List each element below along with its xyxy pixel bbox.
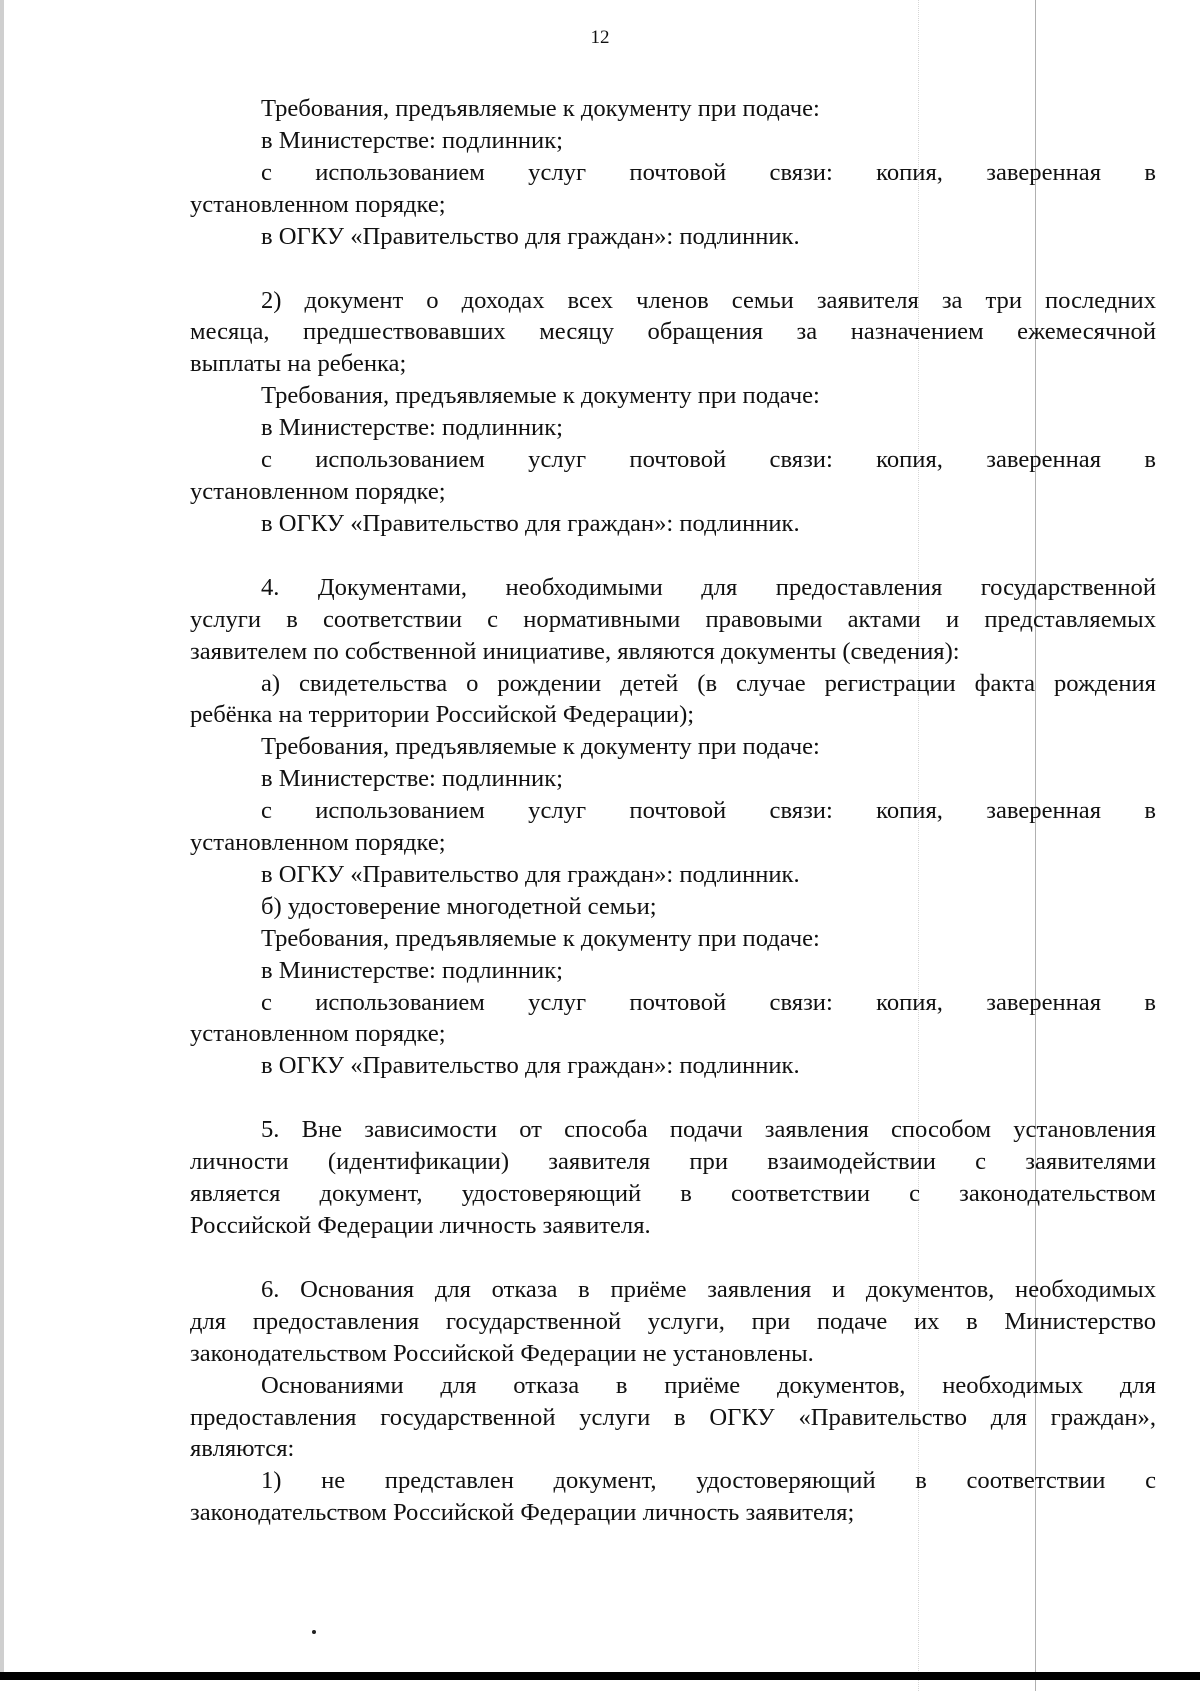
text-line: установленном порядке; [190, 190, 446, 218]
text-line: услуги в соответствии с нормативными правовыми актами и представляемых [190, 605, 1156, 633]
text-line: Требования, предъявляемые к документу при подаче: [261, 382, 820, 410]
text-line: является документ, удостоверяющий в соответствии с законодательством [190, 1180, 1156, 1208]
text-line: заявителем по собственной инициативе, являются документы (сведения): [190, 637, 960, 665]
paragraph-gap [190, 540, 1156, 572]
text-line: законодательством Российской Федерации личность заявителя; [190, 1499, 855, 1527]
text-line: личности (идентификации) заявителя при взаимодействии с заявителями [190, 1148, 1156, 1176]
text-line: с использованием услуг почтовой связи: копия, заверенная в [261, 797, 1156, 825]
text-line: месяца, предшествовавших месяцу обращения за назначением ежемесячной [190, 318, 1156, 346]
text-line: в ОГКУ «Правительство для граждан»: подлинник. [261, 222, 800, 250]
text-line: 4. Документами, необходимыми для предоставления государственной [261, 573, 1156, 601]
document-body [190, 93, 1156, 1529]
text-line: установленном порядке; [190, 1020, 446, 1048]
text-line: Требования, предъявляемые к документу при подаче: [261, 733, 820, 761]
text-line: Требования, предъявляемые к документу при подаче: [261, 95, 820, 122]
text-line: для предоставления государственной услуги, при подаче их в Министерство [190, 1307, 1156, 1335]
scan-left-edge [0, 0, 4, 1680]
text-line: Российской Федерации личность заявителя. [190, 1212, 651, 1239]
text-line: ребёнка на территории Российской Федерации); [190, 701, 695, 729]
scan-bottom-edge [0, 1672, 1200, 1680]
text-line: в ОГКУ «Правительство для граждан»: подлинник. [261, 860, 800, 888]
text-line: б) удостоверение многодетной семьи; [261, 892, 657, 920]
text-line: в ОГКУ «Правительство для граждан»: подлинник. [261, 1052, 800, 1080]
text-line: предоставления государственной услуги в ОГКУ «Правительство для граждан», [190, 1403, 1156, 1431]
text-line: в Министерстве: подлинник; [261, 414, 563, 442]
page-number: 12 [590, 27, 610, 48]
text-line: установленном порядке; [190, 477, 446, 505]
text-line: в Министерстве: подлинник; [261, 126, 563, 154]
text-line: 2) документ о доходах всех членов семьи заявителя за три последних [261, 286, 1156, 314]
text-line: выплаты на ребенка; [190, 350, 407, 378]
text-line: Основаниями для отказа в приёме документов, необходимых для [261, 1371, 1156, 1399]
text-line: с использованием услуг почтовой связи: копия, заверенная в [261, 988, 1156, 1016]
paragraph-gap [190, 1242, 1156, 1274]
text-line: в ОГКУ «Правительство для граждан»: подлинник. [261, 509, 800, 537]
text-line: а) свидетельства о рождении детей (в случае регистрации факта рождения [261, 669, 1156, 697]
text-line: с использованием услуг почтовой связи: копия, заверенная в [261, 446, 1156, 474]
paragraph-gap [190, 1082, 1156, 1114]
text-line: 1) не представлен документ, удостоверяющий в соответствии с [261, 1467, 1156, 1495]
text-line: законодательством Российской Федерации не установлены. [190, 1339, 814, 1367]
paragraph-gap [190, 253, 1156, 285]
text-line: в Министерстве: подлинник; [261, 956, 563, 984]
text-line: Требования, предъявляемые к документу при подаче: [261, 924, 820, 952]
text-line: 6. Основания для отказа в приёме заявления и документов, необходимых [261, 1275, 1156, 1303]
text-line: в Министерстве: подлинник; [261, 765, 563, 793]
text-line: установленном порядке; [190, 829, 446, 857]
text-line: с использованием услуг почтовой связи: копия, заверенная в [261, 158, 1156, 186]
text-line: 5. Вне зависимости от способа подачи заявления способом установления [261, 1116, 1156, 1144]
scan-speck [312, 1630, 316, 1634]
text-line: являются: [190, 1435, 295, 1463]
